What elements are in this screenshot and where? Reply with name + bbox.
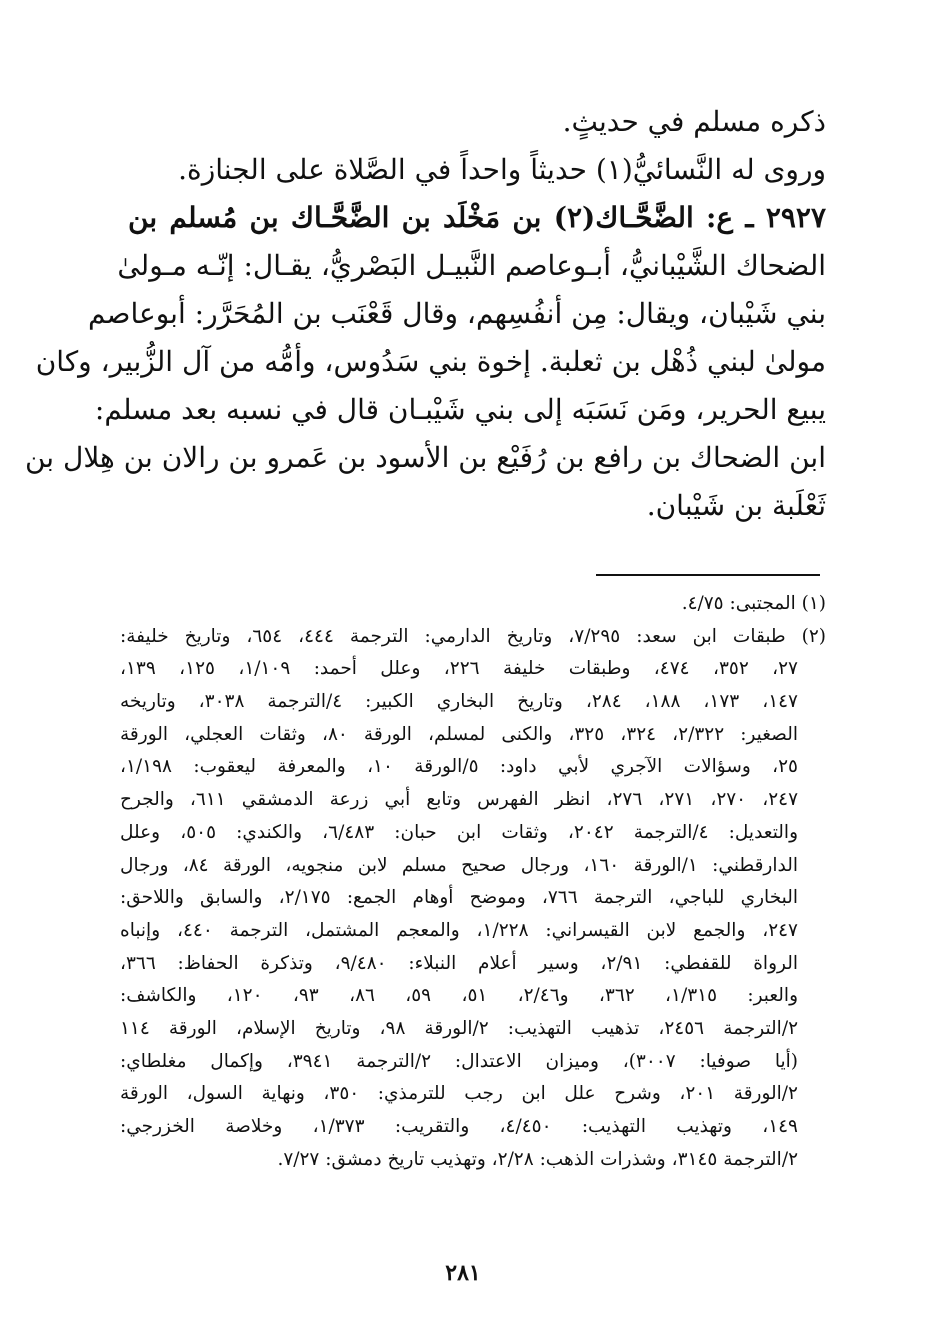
footnote-line: الصغير: ٢/٣٢٢، ٣٢٤، ٣٢٥، والكنى لمسلم، الورقة ٨٠، وثقات العجلي، الورقة bbox=[120, 723, 799, 745]
footnote-line: ٢٧، ٣٥٢، ٤٧٤، وطبقات خليفة ٢٢٦، وعلل أحمد: ١/١٠٩، ١٢٥، ١٣٩، bbox=[120, 658, 798, 680]
main-line: يبيع الحرير، ومَن نَسَبَه إلى بني شَيْبـان قال في نسبه بعد مسلم: bbox=[94, 393, 826, 426]
footnote-line: (أيا صوفيا: ٣٠٠٧)، وميزان الاعتدال: ٢/الترجمة ٣٩٤١، وإكمال مغلطاي: bbox=[120, 1050, 799, 1072]
footnotes bbox=[120, 588, 826, 1176]
main-text bbox=[24, 98, 826, 530]
footnote-line: والعبر: ١/٣١٥، ٣٦٢، و٢/٤٦، ٥١، ٥٩، ٨٦، ٩٣، ١٢٠، والكاشف: bbox=[120, 985, 799, 1007]
footnote-line: ٢٥، وسؤالات الآجري لأبي داود: ٥/الورقة ١٠، والمعرفة ليعقوب: ١/١٩٨، bbox=[120, 756, 798, 778]
footnote-line: الدارقطني: ١/الورقة ١٦٠، ورجال صحيح مسلم لابن منجويه، الورقة ٨٤، ورجال bbox=[120, 854, 798, 876]
main-line: وروى له النَّسائيُّ(١) حديثاً واحداً في الصَّلاة على الجنازة. bbox=[178, 153, 826, 186]
footnote-line: ٢٤٧، ٢٧٠، ٢٧١، ٢٧٦، انظر الفهرس وتابع أبي زرعة الدمشقي ٦١١، والجرح bbox=[120, 789, 799, 811]
footnote-line: الرواة للقفطي: ٢/٩١، وسير أعلام النبلاء: ٩/٤٨٠، وتذكرة الحفاظ: ٣٦٦، bbox=[120, 952, 798, 974]
footnote-line: ٢٤٧، والجمع لابن القيسراني: ١/٢٢٨، والمعجم المشتمل، الترجمة ٤٤٠، وإنباه bbox=[120, 919, 798, 941]
footnote-line: (٢) طبقات ابن سعد: ٧/٢٩٥، وتاريخ الدارمي: الترجمة ٤٤٤، ٦٥٤، وتاريخ خليفة: bbox=[120, 625, 826, 647]
footnote-divider bbox=[596, 574, 820, 576]
main-line: ذكره مسلم في حديثٍ. bbox=[562, 105, 826, 138]
footnote-line: ١٤٩، وتهذيب التهذيب: ٤/٤٥٠، والتقريب: ١/٣٧٣، وخلاصة الخزرجي: bbox=[120, 1116, 798, 1137]
main-line: ثَعْلَبة بن شَيْبان. bbox=[646, 489, 826, 522]
main-line: مولىٰ لبني ذُهْل بن ثعلبة. إخوة بني سَدُوس، وأمُّه من آل الزُّبير، وكان bbox=[35, 345, 826, 378]
footnote-line: ٢/الورقة ٢٠١، وشرح علل ابن رجب للترمذي: ٣٥٠، ونهاية السول، الورقة bbox=[120, 1083, 798, 1105]
footnote-line: ٢/الترجمة ٣١٤٥، وشذرات الذهب: ٢/٢٨، وتهذيب تاريخ دمشق: ٧/٢٧. bbox=[277, 1148, 798, 1170]
main-line: بني شَيْبان، ويقال: مِن أنفُسِهم، وقال قَعْنَب بن المُحَرَّر: أبوعاصم bbox=[88, 297, 826, 330]
main-line: ابن الضحاك بن رافع بن رُفَيْع بن الأسود بن عَمرو بن رالان بن هِلال بن bbox=[24, 441, 826, 474]
footnote-line: ٢/الترجمة ٢٤٥٦، تذهيب التهذيب: ٢/الورقة ٩٨، وتاريخ الإسلام، الورقة ١١٤ bbox=[120, 1017, 798, 1039]
footnote-line: (١) المجتبى: ٤/٧٥. bbox=[681, 593, 826, 614]
entry-heading-line: ٢٩٢٧ ـ ع: الضَّحَّـاك(٢) بن مَخْلَد بن الضَّحَّـاك بن مُسلم بن bbox=[128, 201, 826, 234]
main-line: الضحاك الشَّيْبانيُّ، أبـوعاصم النَّبيـل البَصْريُّ، يقـال: إنّـه مـولىٰ bbox=[117, 249, 826, 282]
footnote-line: البخاري للباجي، الترجمة ٧٦٦، وموضح أوهام الجمع: ٢/١٧٥، والسابق واللاحق: bbox=[120, 887, 798, 909]
footnote-line: ١٤٧، ١٧٣، ١٨٨، ٢٨٤، وتاريخ البخاري الكبير: ٤/الترجمة ٣٠٣٨، وتاريخه bbox=[120, 691, 798, 713]
page-number: ٢٨١ bbox=[445, 1260, 481, 1286]
footnote-line: والتعديل: ٤/الترجمة ٢٠٤٢، وثقات ابن حبان: ٦/٤٨٣، والكندي: ٥٠٥، وعلل bbox=[120, 821, 798, 843]
